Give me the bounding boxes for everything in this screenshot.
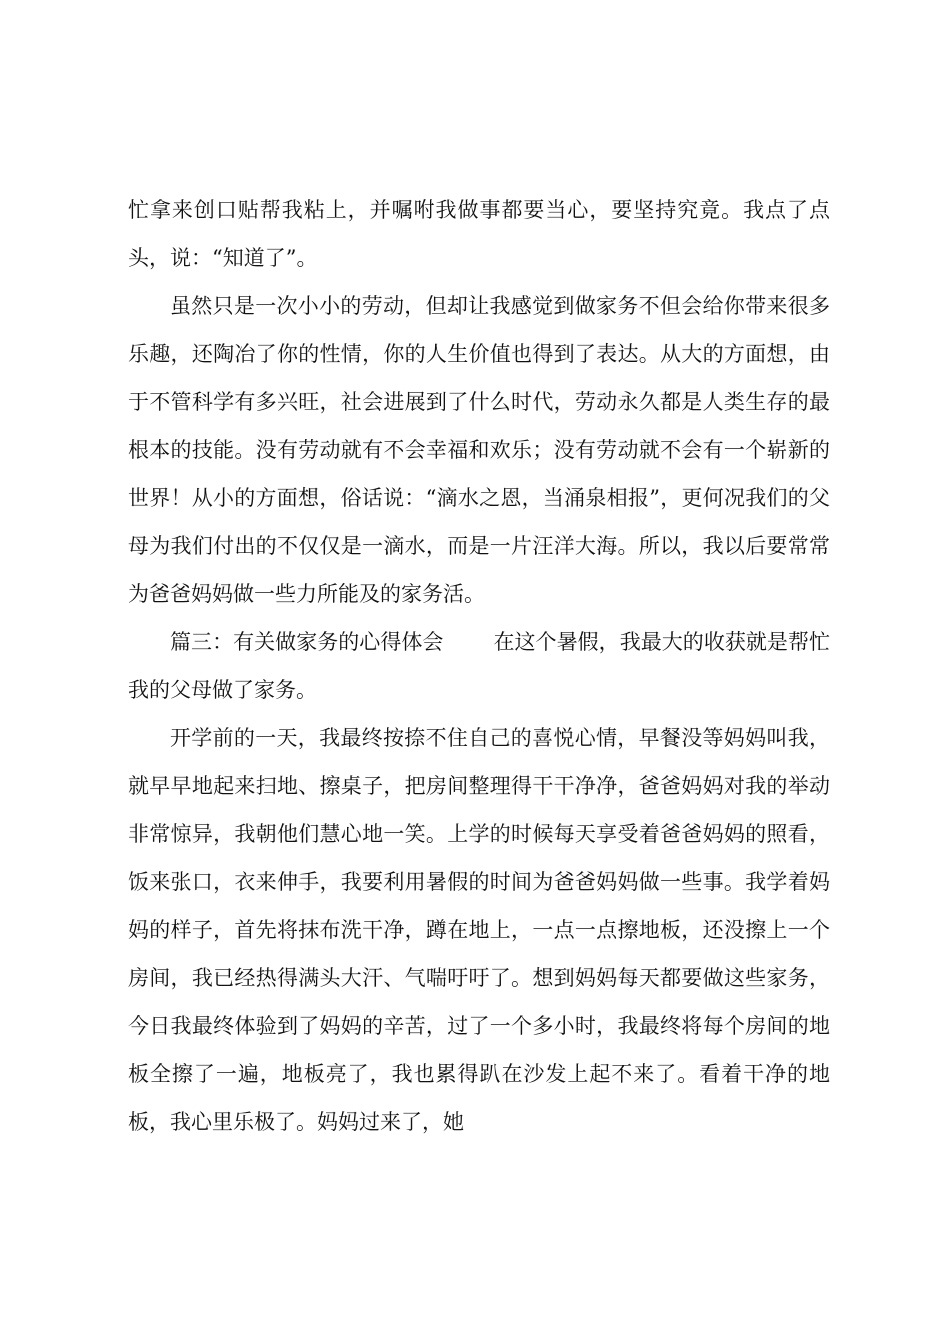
paragraph-continuation: 忙拿来创口贴帮我粘上，并嘱咐我做事都要当心，要坚持究竟。我点了点头，说：“知道了”。 (128, 198, 830, 270)
section-intro-text: 在这个暑假，我最大的收获就是帮忙我的父母做了家务。 (128, 630, 831, 702)
paragraph-story: 开学前的一天，我最终按捺不住自己的喜悦心情，早餐没等妈妈叫我，就早早地起来扫地、擦桌子，把房间整理得干干净净，爸爸妈妈对我的举动非常惊异，我朝他们慧心地一笑。上学的时候每天享受着爸爸妈妈的照看，饭来张口，衣来伸手，我要利用暑假的时间为爸爸妈妈做一些事。我学着妈妈的样子，首先将抹布洗干净，蹲在地上，一点一点擦地板，还没擦上一个房间，我已经热得满头大汗、气喘吁吁了。想到妈妈每天都要做这些家务，今日我最终体验到了妈妈的辛苦，过了一个多小时，我最终将每个房间的地板全擦了一遍，地板亮了，我也累得趴在沙发上起不来了。看着干净的地板，我心里乐极了。妈妈过来了，她 (128, 726, 830, 1134)
document-body (128, 186, 830, 1146)
paragraph-section-three (128, 618, 830, 714)
section-heading: 篇三：有关做家务的心得体会 (170, 630, 444, 654)
paragraph-reflection: 虽然只是一次小小的劳动，但却让我感觉到做家务不但会给你带来很多乐趣，还陶冶了你的性情，你的人生价值也得到了表达。从大的方面想，由于不管科学有多兴旺，社会进展到了什么时代，劳动永久都是人类生存的最根本的技能。没有劳动就有不会幸福和欢乐；没有劳动就不会有一个崭新的世界！从小的方面想，俗话说：“滴水之恩，当涌泉相报”，更何况我们的父母为我们付出的不仅仅是一滴水，而是一片汪洋大海。所以，我以后要常常为爸爸妈妈做一些力所能及的家务活。 (128, 294, 830, 606)
